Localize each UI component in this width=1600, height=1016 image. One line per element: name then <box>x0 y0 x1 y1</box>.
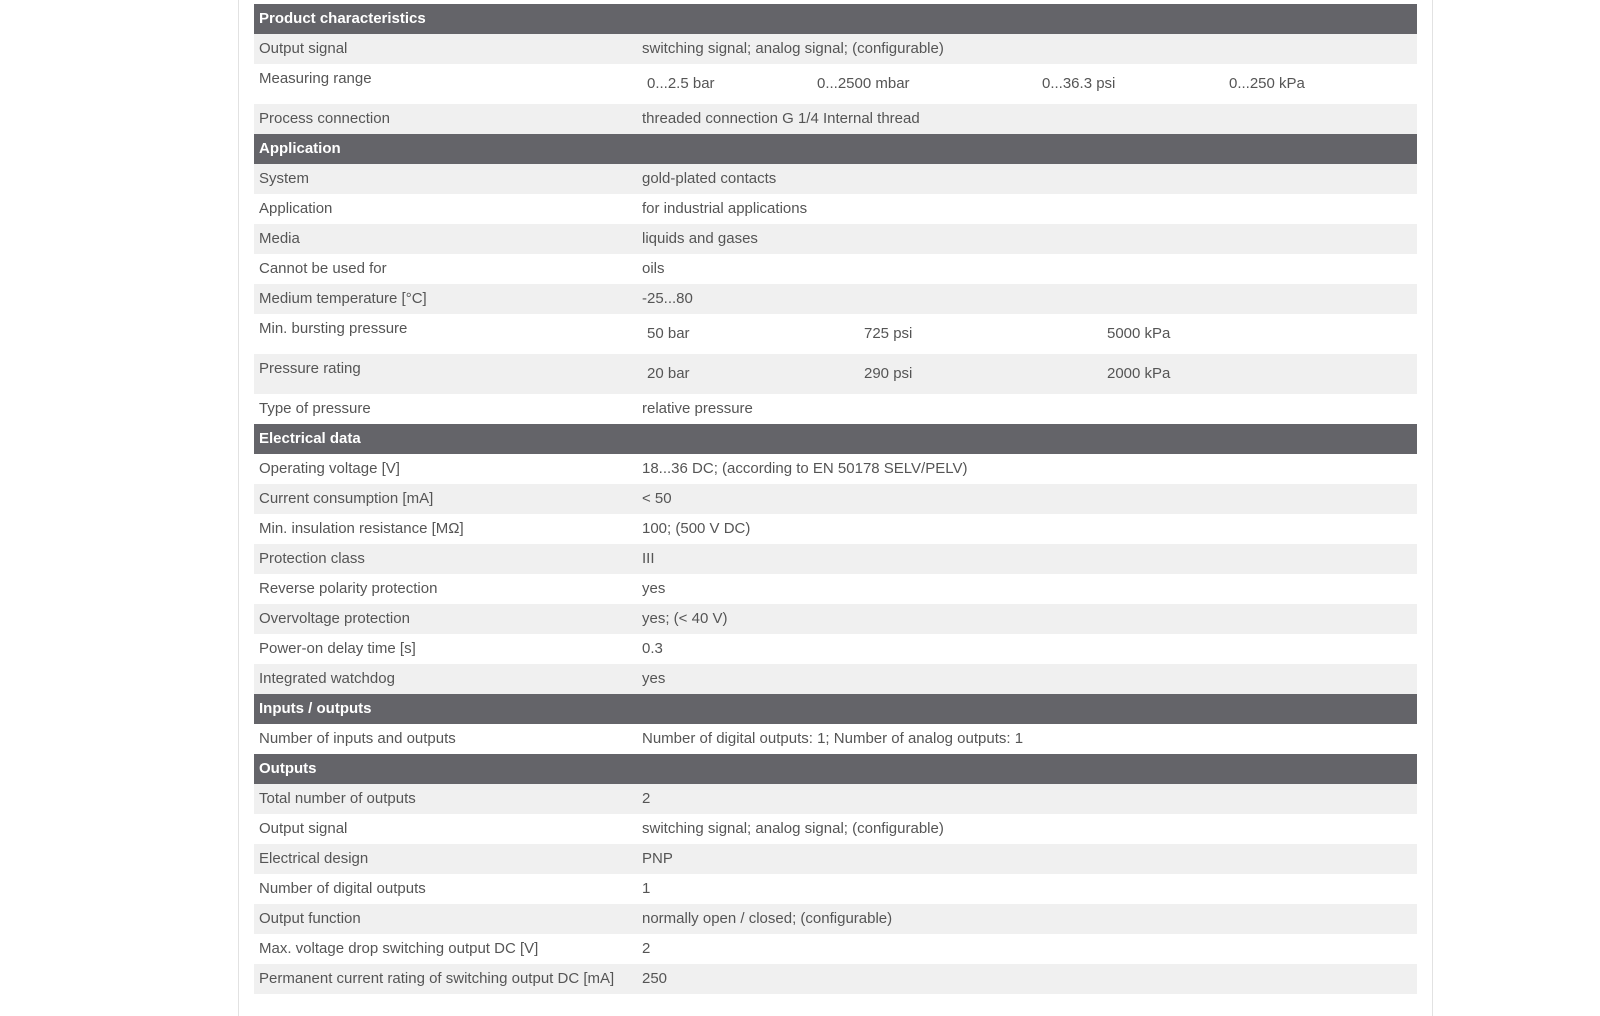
spec-value: III <box>642 550 655 567</box>
section-header-electrical-data: Electrical data <box>254 424 1417 454</box>
spec-value: 100; (500 V DC) <box>642 520 751 537</box>
spec-label: Max. voltage drop switching output DC [V] <box>259 940 539 957</box>
spec-value: yes <box>642 670 666 687</box>
spec-value: 5000 kPa <box>1107 325 1171 342</box>
spec-label: Number of inputs and outputs <box>259 730 456 747</box>
spec-table <box>254 4 1417 994</box>
spec-value: Number of digital outputs: 1; Number of analog outputs: 1 <box>642 730 1024 747</box>
spec-label: Process connection <box>259 110 390 127</box>
spec-row-current-consumption <box>254 484 1417 514</box>
spec-row-reverse-polarity <box>254 574 1417 604</box>
spec-label: Cannot be used for <box>259 260 387 277</box>
spec-row-media <box>254 224 1417 254</box>
spec-row-digital-outputs <box>254 874 1417 904</box>
spec-value: 2000 kPa <box>1107 365 1171 382</box>
spec-label: Power-on delay time [s] <box>259 640 416 657</box>
spec-label: Type of pressure <box>259 400 371 417</box>
spec-label: Min. bursting pressure <box>259 320 408 337</box>
spec-label: System <box>259 170 310 187</box>
spec-row-output-function <box>254 904 1417 934</box>
spec-value: yes; (< 40 V) <box>642 610 728 627</box>
spec-label: Medium temperature [°C] <box>259 290 427 307</box>
spec-row-min-bursting-pressure <box>254 314 1417 354</box>
spec-value: < 50 <box>642 490 672 507</box>
spec-value: 50 bar <box>647 325 690 342</box>
spec-value: 0...2500 mbar <box>817 75 910 92</box>
spec-row-output-signal <box>254 34 1417 64</box>
spec-value: relative pressure <box>642 400 753 417</box>
spec-row-insulation-resistance <box>254 514 1417 544</box>
spec-label: Min. insulation resistance [MΩ] <box>259 520 464 537</box>
spec-label: Output function <box>259 910 361 927</box>
spec-value: switching signal; analog signal; (configurable) <box>642 40 944 57</box>
spec-value-group <box>642 354 1417 394</box>
spec-row-protection-class <box>254 544 1417 574</box>
spec-value: 0...36.3 psi <box>1042 75 1116 92</box>
spec-value: oils <box>642 260 665 277</box>
spec-label: Current consumption [mA] <box>259 490 434 507</box>
spec-row-cannot-be-used-for <box>254 254 1417 284</box>
section-header-product-characteristics: Product characteristics <box>254 4 1417 34</box>
spec-value: 2 <box>642 790 651 807</box>
spec-label: Media <box>259 230 300 247</box>
spec-row-pressure-rating <box>254 354 1417 394</box>
spec-label: Number of digital outputs <box>259 880 426 897</box>
spec-label: Output signal <box>259 820 348 837</box>
spec-row-overvoltage <box>254 604 1417 634</box>
spec-label: Permanent current rating of switching output DC [mA] <box>259 970 615 987</box>
spec-row-inputs-and-outputs <box>254 724 1417 754</box>
spec-row-medium-temperature <box>254 284 1417 314</box>
spec-row-operating-voltage <box>254 454 1417 484</box>
spec-value: 725 psi <box>864 325 913 342</box>
spec-label: Output signal <box>259 40 348 57</box>
spec-label: Electrical design <box>259 850 369 867</box>
spec-value: 0...2.5 bar <box>647 75 715 92</box>
spec-value-group <box>642 64 1417 104</box>
spec-row-integrated-watchdog <box>254 664 1417 694</box>
spec-label: Application <box>259 200 333 217</box>
spec-label: Reverse polarity protection <box>259 580 438 597</box>
spec-value: -25...80 <box>642 290 693 307</box>
spec-value: 0...250 kPa <box>1229 75 1305 92</box>
spec-label: Pressure rating <box>259 360 361 377</box>
spec-row-current-rating <box>254 964 1417 994</box>
spec-value: 290 psi <box>864 365 913 382</box>
section-header-inputs-outputs: Inputs / outputs <box>254 694 1417 724</box>
spec-row-process-connection <box>254 104 1417 134</box>
spec-label: Protection class <box>259 550 365 567</box>
spec-row-total-outputs <box>254 784 1417 814</box>
spec-row-electrical-design <box>254 844 1417 874</box>
spec-row-type-of-pressure <box>254 394 1417 424</box>
section-header-application: Application <box>254 134 1417 164</box>
spec-value: gold-plated contacts <box>642 170 777 187</box>
spec-value: 2 <box>642 940 651 957</box>
spec-value: yes <box>642 580 666 597</box>
spec-value-group <box>642 314 1417 354</box>
spec-value: PNP <box>642 850 673 867</box>
spec-value: 20 bar <box>647 365 690 382</box>
spec-row-system <box>254 164 1417 194</box>
spec-row-power-on-delay <box>254 634 1417 664</box>
spec-value: 250 <box>642 970 668 987</box>
section-header-outputs: Outputs <box>254 754 1417 784</box>
spec-value: threaded connection G 1/4 Internal thread <box>642 110 920 127</box>
spec-label: Measuring range <box>259 70 372 87</box>
spec-row-output-signal-2 <box>254 814 1417 844</box>
spec-label: Total number of outputs <box>259 790 416 807</box>
spec-label: Integrated watchdog <box>259 670 395 687</box>
spec-value: 0.3 <box>642 640 663 657</box>
spec-value: liquids and gases <box>642 230 758 247</box>
spec-value: switching signal; analog signal; (configurable) <box>642 820 944 837</box>
spec-row-application <box>254 194 1417 224</box>
spec-value: 1 <box>642 880 651 897</box>
spec-row-measuring-range <box>254 64 1417 104</box>
spec-label: Operating voltage [V] <box>259 460 400 477</box>
spec-value: normally open / closed; (configurable) <box>642 910 893 927</box>
spec-value: for industrial applications <box>642 200 808 217</box>
spec-row-voltage-drop <box>254 934 1417 964</box>
spec-value: 18...36 DC; (according to EN 50178 SELV/PELV) <box>642 460 968 477</box>
spec-label: Overvoltage protection <box>259 610 410 627</box>
